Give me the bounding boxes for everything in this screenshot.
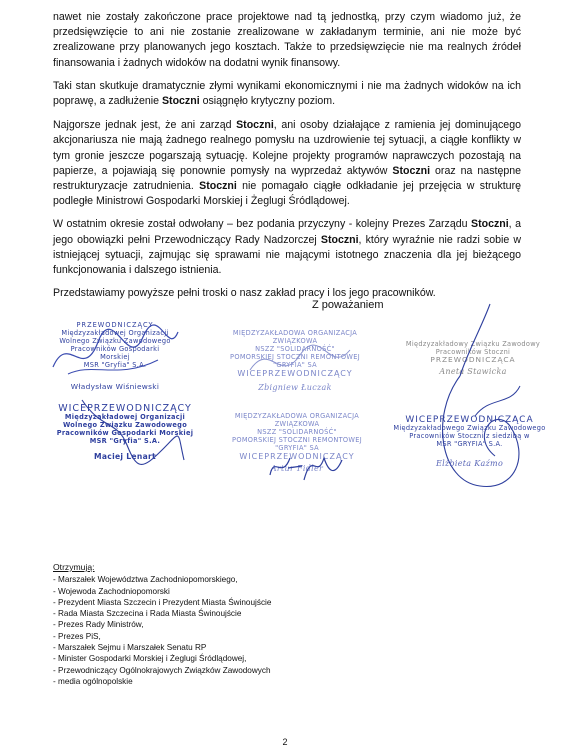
list-item: - Minister Gospodarki Morskiej i Żeglugi Śródlądowej, xyxy=(53,654,247,664)
stamp-line: Pracowników Gospodarki Morskiej xyxy=(56,429,194,437)
stamp-title: WICEPRZEWODNICZĄCY xyxy=(239,452,355,461)
stamp-line: MIĘDZYZAKŁADOWA ORGANIZACJA ZWIĄZKOWA xyxy=(234,412,360,428)
bold-run: Stoczni xyxy=(236,119,274,132)
stamp-line: NSZZ "SOLIDARNOŚĆ" xyxy=(257,428,337,436)
paragraph-1-line: nawet nie zostały zakończone prace projektowe nad tą jednostką, przy czym wiadomo już, że xyxy=(53,11,521,23)
stamp-line: Międzyzakładowego Związku Zawodowego xyxy=(393,424,546,432)
signatory-name: Władysław Wiśniewski xyxy=(70,382,160,391)
list-item: - Marszałek Województwa Zachodniopomorskiego, xyxy=(53,575,238,585)
stamp-line: WICEPRZEWODNICZĄCY xyxy=(237,369,353,378)
stamp-title: WICEPRZEWODNICZĄCA xyxy=(405,415,534,425)
signatory-name: Aneta Stawicka xyxy=(439,367,507,376)
text-run: oraz na następne restrukturyzacje zatrudnienia. xyxy=(53,164,522,193)
stamp-line: MIĘDZYZAKŁADOWA ORGANIZACJA ZWIĄZKOWA xyxy=(232,329,358,345)
list-item: - Rada Miasta Szczecina i Rada Miasta Świnoujście xyxy=(53,609,242,619)
paragraph-1-line: przedsięwzięcie to ani nie zostanie zrealizowane w zakładanym terminie, ani nie może być xyxy=(53,26,521,39)
text-run: , ani osoby działające z ramienia jej dominującego akcjonariusza nie mają żadnego realnego pomysłu na uzdrowienie tej sytuacji, a ciągłe konflikty w tym gronie jeszcze pogarszają sytuację. Kolejne projekty programów naprawczych pozostają na papierze, a pojawiają się ponownie pomysły na wyprzedaż aktywów xyxy=(53,119,521,177)
signatory-name: Maciej Lenart xyxy=(94,452,156,461)
stamp-line: Międzyzakładowy Związku Zawodowy xyxy=(405,340,541,348)
list-item: - Prezes Rady Ministrów, xyxy=(53,620,144,630)
paragraph-4 xyxy=(53,217,521,278)
bold-run: Stoczni xyxy=(161,95,200,108)
paragraph-1-line: zrealizowane przy planowanych jego kosztach. Także to przedsięwzięcie nie ma realnych źródeł xyxy=(53,41,521,54)
handwritten-signature xyxy=(48,312,183,392)
stamp-line: Pracowników Stoczni z siedzibą w xyxy=(409,432,530,440)
text-run: osiągnęło krytyczny poziom. xyxy=(199,95,336,108)
list-item: - media ogólnopolskie xyxy=(53,676,133,686)
signatory-name: Zbigniew Łuczak xyxy=(258,383,332,392)
paragraph-3 xyxy=(53,118,521,209)
text-run: W ostatnim okresie został odwołany – bez podania przyczyny - kolejny Prezes Zarządu xyxy=(53,218,471,231)
handwritten-signature xyxy=(262,440,352,490)
stamp-line: Międzyzakładowej Organizacji xyxy=(61,329,169,337)
stamp-line: PRZEWODNICZĄCA xyxy=(430,355,516,364)
text-run: Taki stan skutkuje dramatycznie złymi wynikami ekonomicznymi i nie ma żadnych widoków na ich poprawę, a zadłużenie xyxy=(53,79,521,108)
stamp-line: POMORSKIEJ STOCZNI REMONTOWEJ "GRYFIA" SA xyxy=(230,353,360,369)
text-run: nie pomagało ciągłe odkładanie jej przejęcia w strukturę podległe Ministrowi Gospodarki Morskiej i Żeglugi Śródlądowej. xyxy=(53,180,521,208)
bold-run: Stoczni xyxy=(320,233,359,246)
stamp-line: Wolnego Związku Zawodowego xyxy=(59,337,171,345)
page-number: 2 xyxy=(282,737,288,747)
text-run: , a jego obowiązki pełni Przewodniczący Rady Nadzorczej xyxy=(53,218,521,246)
handwritten-signature xyxy=(72,390,192,485)
stamp-line: Międzyzakładowej Organizacji xyxy=(64,413,186,421)
recipients-heading: Otrzymują: xyxy=(53,562,95,572)
list-item: - Wojewoda Zachodniopomorski xyxy=(53,586,170,596)
closing-greeting: Z poważaniem xyxy=(312,299,384,311)
stamp-line: Wolnego Związku Zawodowego xyxy=(62,421,188,429)
text-run: , który wyraźnie nie radzi sobie w istniejącej sytuacji, zajmując się sprawami nie mającymi istotnego znaczenia dla jej bieżącego funkcjonowania i dalszego istnienia. xyxy=(53,233,521,277)
handwritten-signature xyxy=(240,330,360,395)
list-item: - Prezydent Miasta Szczecin i Prezydent Miasta Świnoujście xyxy=(53,597,272,607)
stamp-line: PRZEWODNICZĄCY xyxy=(76,321,154,329)
stamp-line: Pracowników Gospodarki Morskiej xyxy=(70,345,160,361)
stamp-line: NSZZ "SOLIDARNOŚĆ" xyxy=(255,345,335,353)
stamp-line: MSR "GRYFIA" S.A. xyxy=(436,440,503,448)
bold-run: Stoczni xyxy=(392,164,431,177)
recipients-list xyxy=(53,562,271,687)
stamp-line: MSR "Gryfia" S.A. xyxy=(89,437,161,445)
bold-run: Stoczni xyxy=(471,218,509,231)
text-run: Przedstawiamy powyższe pełni troski o nasz zakład pracy i los jego pracowników. xyxy=(53,287,436,300)
letter-body xyxy=(53,10,521,307)
paragraph-1 xyxy=(53,10,521,71)
list-item: - Marszałek Sejmu i Marszałek Senatu RP xyxy=(53,643,207,653)
paragraph-1-line: finansowania i żadnych widoków na dodatni wynik finansowy. xyxy=(53,56,341,69)
stamp-line: MSR "Gryfia" S.A. xyxy=(83,361,147,369)
bold-run: Stoczni xyxy=(199,180,237,193)
signatory-name: Elżbieta Kaźmo xyxy=(435,459,504,468)
stamp-vice-chairwoman xyxy=(392,416,547,468)
text-run: Najgorsze jednak jest, że ani zarząd xyxy=(53,119,237,132)
stamp-title: WICEPRZEWODNICZĄCY xyxy=(58,403,192,414)
list-item: - Przewodniczący Ogólnokrajowych Związków Zawodowych xyxy=(53,665,271,675)
paragraph-2 xyxy=(53,79,521,109)
stamp-line: POMORSKIEJ STOCZNI REMONTOWEJ "GRYFIA" SA xyxy=(232,436,362,452)
signatory-name: Artur Fidler xyxy=(270,464,324,473)
list-item: - Prezes PiS, xyxy=(53,631,101,641)
stamp-line: Pracowników Stoczni xyxy=(435,348,511,356)
